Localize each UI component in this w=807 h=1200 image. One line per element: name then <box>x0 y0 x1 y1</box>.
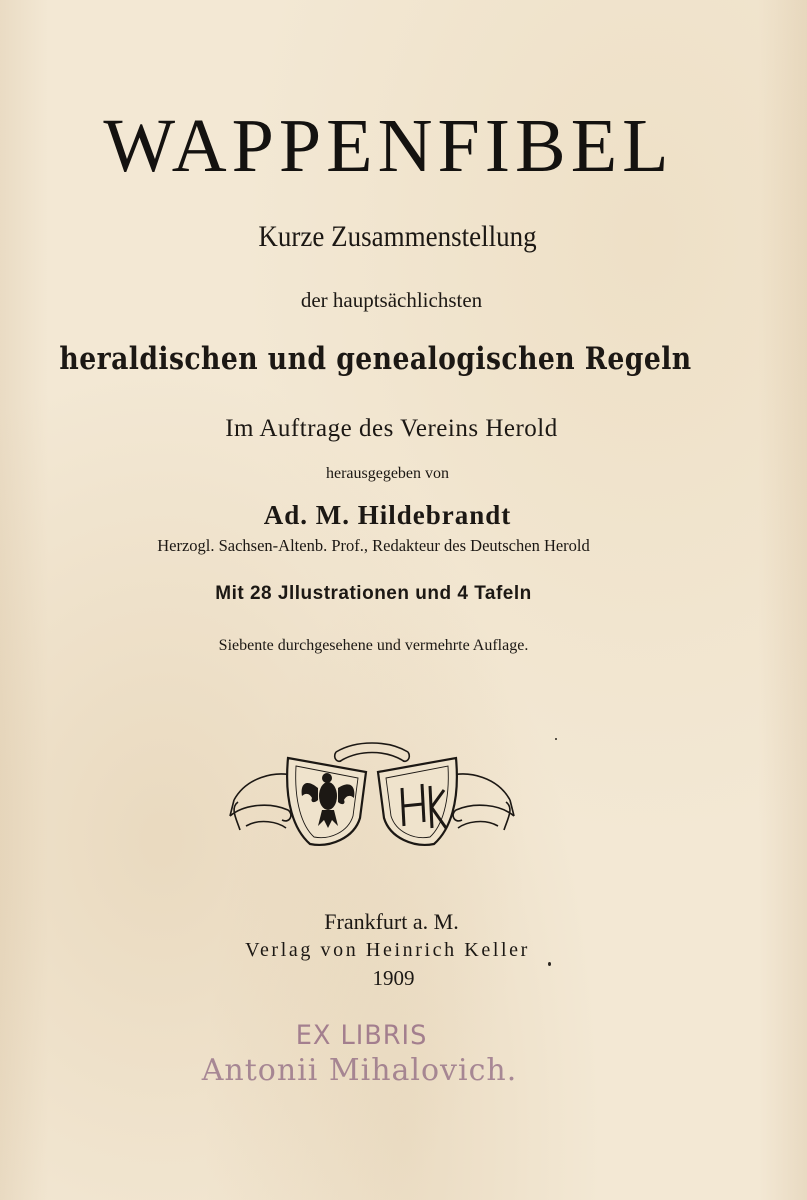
paper-speck <box>555 738 557 740</box>
heraldic-vignette-icon <box>226 738 518 850</box>
subtitle-line-3: heraldischen und genealogischen Regeln <box>59 341 692 377</box>
commission-line: Im Auftrage des Vereins Herold <box>225 415 558 442</box>
author-title: Herzogl. Sachsen-Altenb. Prof., Redakteur des Deutschen Herold <box>157 536 590 555</box>
edition-line: Siebente durchgesehene und vermehrte Auflage. <box>218 637 529 654</box>
eagle-shield-icon <box>287 758 366 845</box>
paper-speck <box>548 962 551 966</box>
subtitle-line-2: der hauptsächlichsten <box>300 288 483 312</box>
ex-libris-stamp-line-2: Antonii Mihalovich. <box>201 1053 518 1088</box>
monogram-shield-icon <box>378 758 457 845</box>
edited-by-line: herausgegeben von <box>325 465 450 482</box>
publisher-city: Frankfurt a. M. <box>324 909 459 934</box>
author-name: Ad. M. Hildebrandt <box>263 500 512 530</box>
ex-libris-stamp-line-1: EX LIBRIS <box>295 1020 428 1051</box>
publisher-name: Verlag von Heinrich Keller <box>245 939 530 961</box>
subtitle-line-1: Kurze Zusammenstellung <box>258 220 537 253</box>
publication-year: 1909 <box>372 966 415 990</box>
book-title: WAPPENFIBEL <box>103 104 674 188</box>
illustrations-line: Mit 28 Jllustrationen und 4 Tafeln <box>215 583 532 604</box>
